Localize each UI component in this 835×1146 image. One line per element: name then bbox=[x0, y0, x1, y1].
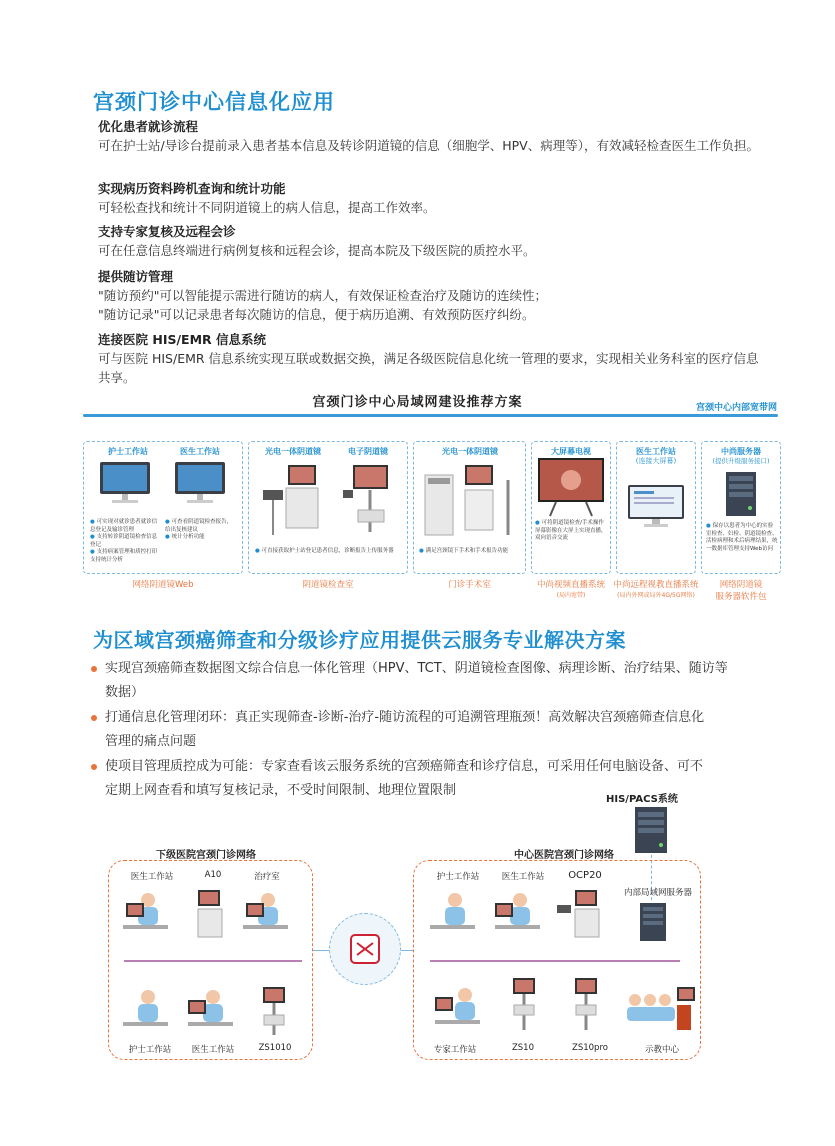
panel-bullets: ● 可将阴道镜检查/手术操作屏幕影像在大屏上实现直播，双向语音交流 bbox=[535, 520, 609, 543]
section-desc: 可在护士站/导诊台提前录入患者基本信息及转诊阴道镜的信息（细胞学、HPV、病理等），有效减轻检查医生工作负担。 bbox=[98, 138, 759, 153]
panel-bottom-label: 阴道镜检查室 bbox=[302, 580, 354, 590]
page-heading-cloud: 为区域宫颈癌筛查和分级诊疗应用提供云服务专业解决方案 bbox=[93, 628, 626, 652]
node-label: 医生工作站 bbox=[130, 872, 174, 882]
panel-label: 中尚服务器 bbox=[721, 447, 761, 456]
panel-label: 护士工作站 bbox=[108, 447, 148, 456]
lan-line bbox=[430, 960, 680, 962]
section-expert-review bbox=[98, 223, 768, 260]
server-icon bbox=[726, 472, 758, 518]
node-label: OCP20 bbox=[568, 870, 602, 881]
bullet-item: 打通信息化管理闭环：真正实现筛查-诊断-治疗-随访流程的可追溯管理瓶颈！高效解决宫颈癌筛查信息化 管理的痛点问题 bbox=[95, 706, 775, 754]
colposcope-devices-icon bbox=[258, 460, 398, 545]
section-title: 连接医院 HIS/EMR 信息系统 bbox=[98, 332, 266, 347]
panel-bullets: ● 可直接获取护士站登记患者信息，诊断报告上传服务器 bbox=[255, 548, 403, 556]
panel-label: 医生工作站 bbox=[636, 447, 676, 456]
bullet-dot-icon bbox=[91, 715, 97, 721]
panel-label: 光电一体阴道镜 bbox=[442, 447, 498, 456]
node-label: 护士工作站 bbox=[436, 872, 480, 882]
lan-line bbox=[124, 960, 302, 962]
node-label: 示教中心 bbox=[644, 1045, 679, 1055]
node-label: A10 bbox=[204, 870, 222, 880]
center-hospital-title: 中心医院宫颈门诊网络 bbox=[514, 850, 614, 861]
node-label: 治疗室 bbox=[254, 872, 280, 882]
node-label: 内部局域网服务器 bbox=[623, 888, 692, 898]
link-line bbox=[401, 950, 413, 951]
panel-bullets: ● 可实现对就诊患者就诊信息登记及输诊管理 ● 支持转诊阴道镜检查信息登记 ● 支持病案管理和质控打印支持统计分析 bbox=[90, 519, 162, 564]
panel-label: 光电一体阴道镜 bbox=[265, 447, 321, 456]
panel-label: (连接大屏幕) bbox=[635, 457, 677, 465]
node-label: ZS1010 bbox=[258, 1043, 292, 1053]
panel-bottom-label: 门诊手术室 bbox=[448, 580, 491, 590]
panel-bottom-label: 网络阴道镜 服务器软件包 bbox=[715, 580, 767, 602]
center-top-devices-icon bbox=[425, 885, 695, 945]
section-desc-2: "随访记录"可以记录患者每次随访的信息，便于病历追溯、有效预防医疗纠纷。 bbox=[98, 307, 535, 322]
panel-bottom-label: 网络阴道镜Web bbox=[132, 580, 194, 590]
surgery-colposcope-icon bbox=[420, 460, 520, 545]
section-desc: "随访预约"可以智能提示需进行随访的病人，有效保证检查治疗及随访的连续性； bbox=[98, 288, 548, 303]
panel-bullets: ● 满足宫颈镜下手术和手术报告功能 bbox=[419, 548, 523, 556]
node-label: 护士工作站 bbox=[128, 1045, 172, 1055]
section-desc: 可轻松查找和统计不同阴道镜上的病人信息，提高工作效率。 bbox=[98, 200, 436, 215]
network-label: 宫颈中心内部宽带网 bbox=[695, 403, 777, 413]
node-label: ZS10pro bbox=[572, 1043, 608, 1053]
panel-bullets: ● 保存以患者为中心的实验室检查、妇检、阴道镜检查、活检病理和术后病理结果，统一数据库管理支持Web访问 bbox=[706, 523, 778, 553]
panel-bottom-label: 中尚视频直播系统 (局内宽带) bbox=[536, 580, 605, 599]
lower-bottom-devices-icon bbox=[118, 985, 308, 1040]
bullet-item: 使项目管理质控成为可能：专家查看该云服务系统的宫颈癌筛查和诊疗信息，可采用任何电脑设备、可不 定期上网查看和填写复核记录，不受时间限制、地理位置限制 bbox=[95, 755, 775, 803]
panel-bullets: ● 可查看阴道镜检查报告，给出复核建议 ● 统计分析功能 bbox=[165, 519, 237, 542]
node-label: 医生工作站 bbox=[191, 1045, 235, 1055]
panel-label: 医生工作站 bbox=[180, 447, 220, 456]
section-optimize-flow bbox=[98, 118, 768, 155]
his-server-icon bbox=[633, 805, 669, 855]
panel-label: 大屏幕电视 bbox=[551, 447, 591, 456]
section-title: 支持专家复核及远程会诊 bbox=[98, 224, 236, 239]
network-backbone-line bbox=[83, 414, 778, 417]
section-his-emr bbox=[98, 331, 768, 387]
lower-hospital-title: 下级医院宫颈门诊网络 bbox=[156, 850, 256, 861]
section-title: 优化患者就诊流程 bbox=[98, 119, 199, 134]
section-title: 提供随访管理 bbox=[98, 269, 174, 284]
diagram-title: 宫颈门诊中心局域网建设推荐方案 bbox=[312, 395, 523, 410]
section-followup bbox=[98, 268, 768, 324]
router-icon bbox=[348, 932, 382, 966]
node-label: 专家工作站 bbox=[433, 1045, 477, 1055]
page-heading-info-app: 宫颈门诊中心信息化应用 bbox=[93, 90, 335, 114]
bullet-dot-icon bbox=[91, 764, 97, 770]
doctor-workstation-icon bbox=[626, 485, 686, 530]
section-title: 实现病历资料跨机查询和统计功能 bbox=[98, 181, 286, 196]
section-cross-query bbox=[98, 180, 768, 217]
lower-top-devices-icon bbox=[118, 885, 308, 945]
section-desc: 可与医院 HIS/EMR 信息系统实现互联或数据交换，满足各级医院信息化统一管理的要求，实现相关业务科室的医疗信息共享。 bbox=[98, 351, 759, 385]
bullet-dot-icon bbox=[91, 666, 97, 672]
node-label: 医生工作站 bbox=[501, 872, 545, 882]
his-pacs-label: HIS/PACS系统 bbox=[606, 794, 678, 805]
panel-label: (提供升级服务接口) bbox=[712, 457, 770, 465]
workstation-computers-icon bbox=[95, 460, 235, 510]
section-desc: 可在任意信息终端进行病例复核和远程会诊，提高本院及下级医院的质控水平。 bbox=[98, 243, 536, 258]
link-line bbox=[313, 950, 329, 951]
bullet-item: 实现宫颈癌筛查数据图文综合信息一体化管理（HPV、TCT、阴道镜检查图像、病理诊断、治疗结果、随访等 数据） bbox=[95, 657, 775, 705]
node-label: ZS10 bbox=[511, 1043, 535, 1053]
panel-label: 电子阴道镜 bbox=[348, 447, 388, 456]
center-bottom-devices-icon bbox=[425, 975, 700, 1040]
panel-bottom-label: 中尚远程视教直播系统 (局内外网或局外4G/5G网络) bbox=[613, 580, 699, 599]
big-screen-tv-icon bbox=[536, 458, 606, 518]
